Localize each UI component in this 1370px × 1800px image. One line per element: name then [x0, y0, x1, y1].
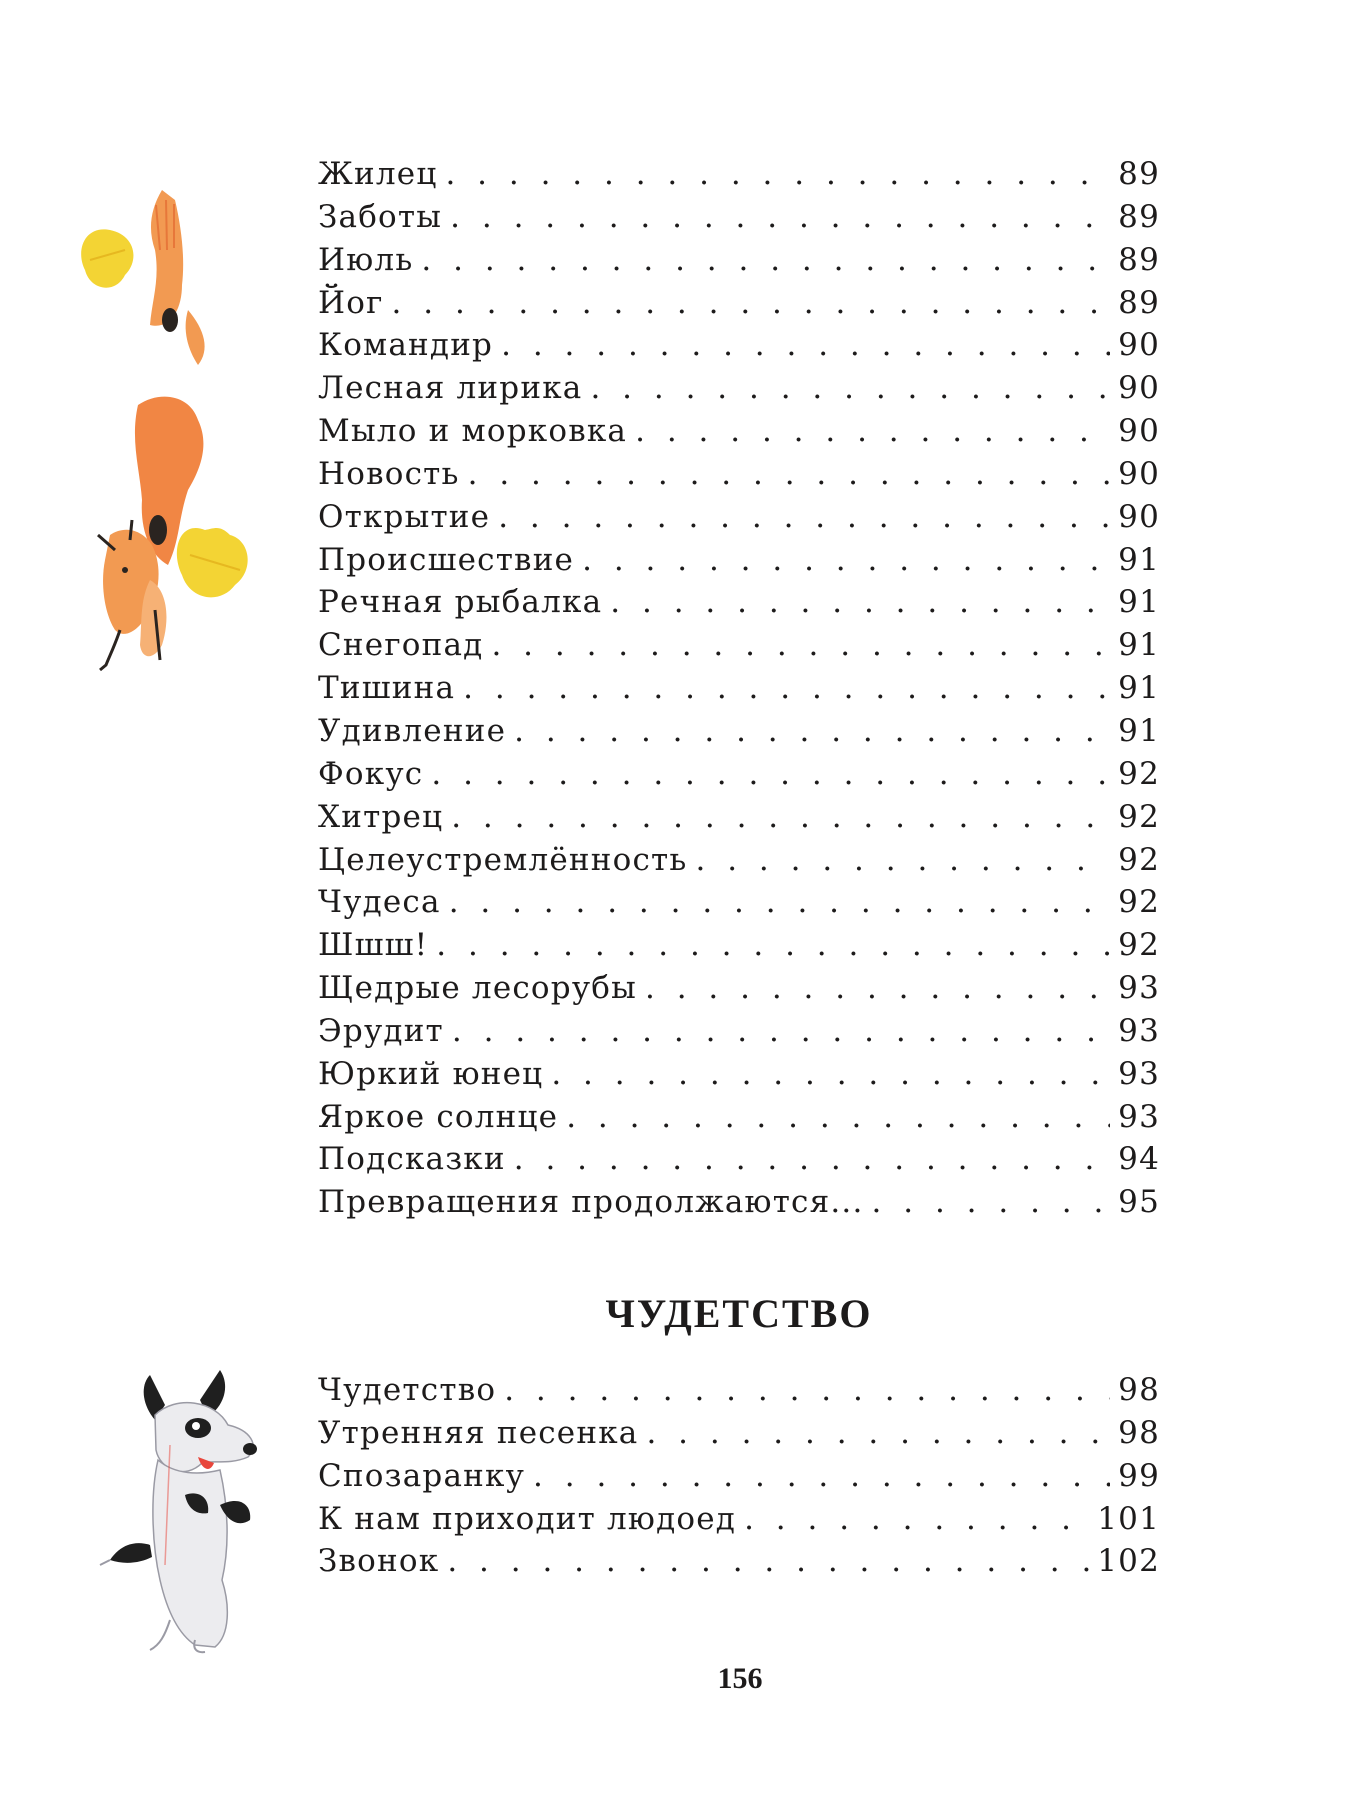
- dot-leader: [872, 1181, 1110, 1224]
- toc-entry-title: К нам приходит людоед: [318, 1500, 737, 1537]
- toc-entry[interactable]: [318, 1181, 1160, 1224]
- toc-entry[interactable]: [318, 967, 1160, 1010]
- dot-leader: [566, 1096, 1110, 1139]
- dot-leader: [491, 624, 1110, 667]
- toc-entry-title: Командир: [318, 327, 494, 364]
- toc-entry-title: Шшш!: [318, 927, 429, 964]
- toc-entry-title: Щедрые лесорубы: [318, 970, 638, 1007]
- dot-leader: [744, 1498, 1091, 1541]
- dot-leader: [498, 496, 1110, 539]
- toc-entry-page: 90: [1118, 327, 1160, 364]
- toc-entry-page: 93: [1118, 970, 1160, 1007]
- dot-leader: [533, 1455, 1110, 1498]
- dot-leader: [451, 796, 1110, 839]
- toc-entry-title: Чудеса: [318, 884, 441, 921]
- toc-entry-page: 89: [1118, 156, 1160, 192]
- toc-entry[interactable]: [318, 710, 1160, 753]
- dog-illustration: [80, 1365, 270, 1655]
- toc-entry[interactable]: [318, 1053, 1160, 1096]
- dog-icon: [100, 1370, 257, 1652]
- toc-entry-title: Удивление: [318, 712, 507, 749]
- toc-entry-title: Хитрец: [318, 798, 444, 835]
- dot-leader: [452, 1010, 1110, 1053]
- toc-entry-page: 93: [1118, 1012, 1160, 1049]
- toc-entry-title: Новость: [318, 455, 460, 492]
- toc-entry-page: 89: [1118, 284, 1160, 321]
- toc-entry-title: Тишина: [318, 670, 456, 707]
- toc-entry[interactable]: [318, 1455, 1160, 1498]
- dot-leader: [447, 1540, 1091, 1583]
- dot-leader: [610, 581, 1110, 624]
- toc-entry-page: 91: [1118, 541, 1160, 578]
- toc-entry-page: 93: [1118, 1098, 1160, 1135]
- toc-entry-page: 92: [1118, 927, 1160, 964]
- toc-entry-title: Юркий юнец: [318, 1055, 544, 1092]
- dot-leader: [449, 881, 1110, 924]
- toc-entry-title: Июль: [318, 241, 414, 278]
- toc-entry[interactable]: [318, 367, 1160, 410]
- toc-entry-page: 92: [1118, 755, 1160, 792]
- toc-entry-page: 91: [1118, 670, 1160, 707]
- dot-leader: [504, 1369, 1110, 1412]
- toc-entry-title: Происшествие: [318, 541, 575, 578]
- dot-leader: [514, 710, 1110, 753]
- dot-leader: [421, 239, 1110, 282]
- dot-leader: [551, 1053, 1110, 1096]
- toc-entry[interactable]: [318, 282, 1160, 325]
- dot-leader: [445, 153, 1110, 196]
- toc-entry[interactable]: [318, 667, 1160, 710]
- toc-entry-page: 92: [1118, 884, 1160, 921]
- toc-entry-title: Заботы: [318, 198, 443, 235]
- dot-leader: [590, 367, 1110, 410]
- toc-entry-page: 101: [1097, 1500, 1160, 1537]
- toc-entry-title: Йог: [318, 284, 384, 321]
- toc-entry-title: Снегопад: [318, 627, 484, 664]
- table-of-contents: [318, 153, 1160, 1224]
- table-of-contents: [318, 1369, 1160, 1583]
- toc-entry-page: 90: [1118, 498, 1160, 535]
- toc-entry-page: 91: [1118, 584, 1160, 621]
- toc-entry-title: Яркое солнце: [318, 1098, 559, 1135]
- toc-entry[interactable]: [318, 581, 1160, 624]
- toc-entry[interactable]: [318, 1010, 1160, 1053]
- toc-entry-title: Подсказки: [318, 1141, 506, 1178]
- toc-entry-title: Жилец: [318, 156, 438, 192]
- page-number: 156: [717, 1662, 763, 1695]
- toc-entry[interactable]: [318, 539, 1160, 582]
- toc-entry[interactable]: [318, 839, 1160, 882]
- toc-entry[interactable]: [318, 881, 1160, 924]
- toc-entry-title: Лесная лирика: [318, 370, 583, 407]
- toc-entry-page: 102: [1097, 1543, 1160, 1580]
- toc-entry-page: 90: [1118, 413, 1160, 450]
- dot-leader: [582, 539, 1110, 582]
- toc-entry-page: 93: [1118, 1055, 1160, 1092]
- toc-entry[interactable]: [318, 1369, 1160, 1412]
- toc-entry-page: 90: [1118, 455, 1160, 492]
- toc-entry[interactable]: [318, 410, 1160, 453]
- toc-entry-page: 92: [1118, 798, 1160, 835]
- toc-entry-page: 98: [1118, 1414, 1160, 1451]
- toc-entry-page: 91: [1118, 627, 1160, 664]
- yellow-leaf-icon: [177, 528, 248, 597]
- toc-entry-title: Фокус: [318, 755, 424, 792]
- toc-entry[interactable]: [318, 1540, 1160, 1583]
- dot-leader: [431, 753, 1110, 796]
- toc-entry[interactable]: [318, 496, 1160, 539]
- toc-entry[interactable]: [318, 453, 1160, 496]
- toc-entry-page: 91: [1118, 712, 1160, 749]
- toc-entry[interactable]: [318, 1096, 1160, 1139]
- toc-entry[interactable]: [318, 753, 1160, 796]
- dot-leader: [514, 1138, 1110, 1181]
- dot-leader: [436, 924, 1110, 967]
- toc-entry-title: Звонок: [318, 1543, 440, 1580]
- toc-entry-title: Речная рыбалка: [318, 584, 603, 621]
- dot-leader: [646, 1412, 1110, 1455]
- dot-leader: [392, 282, 1110, 325]
- toc-entry[interactable]: [318, 624, 1160, 667]
- yellow-leaf-icon: [81, 229, 133, 287]
- toc-entry-page: 89: [1118, 198, 1160, 235]
- toc-entry-page: 95: [1118, 1184, 1160, 1221]
- dot-leader: [501, 324, 1110, 367]
- dot-leader: [635, 410, 1110, 453]
- toc-entry-title: Мыло и морковка: [318, 413, 628, 450]
- toc-entry-title: Чудетство: [318, 1372, 497, 1408]
- toc-entry[interactable]: [318, 1498, 1160, 1541]
- toc-entry-page: 99: [1118, 1457, 1160, 1494]
- toc-entry-page: 98: [1118, 1372, 1160, 1408]
- toc-entry[interactable]: [318, 153, 1160, 196]
- toc-entry[interactable]: [318, 796, 1160, 839]
- toc-entry[interactable]: [318, 1412, 1160, 1455]
- toc-entry-title: Эрудит: [318, 1012, 444, 1049]
- section-heading: ЧУДЕТСТВО: [605, 1291, 873, 1336]
- toc-entry[interactable]: [318, 196, 1160, 239]
- toc-entry-page: 90: [1118, 370, 1160, 407]
- toc-entry-title: Открытие: [318, 498, 491, 535]
- toc-entry-page: 92: [1118, 841, 1160, 878]
- squirrel-leaves-illustration: [70, 190, 290, 700]
- toc-entry-page: 89: [1118, 241, 1160, 278]
- toc-entry-title: Превращения продолжаются...: [318, 1184, 864, 1221]
- toc-entry[interactable]: [318, 924, 1160, 967]
- toc-entry[interactable]: [318, 324, 1160, 367]
- dot-leader: [468, 453, 1110, 496]
- dot-leader: [645, 967, 1110, 1010]
- toc-entry-title: Целеустремлённость: [318, 841, 688, 878]
- toc-entry[interactable]: [318, 1138, 1160, 1181]
- toc-entry-page: 94: [1118, 1141, 1160, 1178]
- toc-entry-title: Утренняя песенка: [318, 1414, 639, 1451]
- dot-leader: [696, 839, 1111, 882]
- dot-leader: [450, 196, 1110, 239]
- toc-entry[interactable]: [318, 239, 1160, 282]
- toc-entry-title: Спозаранку: [318, 1457, 526, 1494]
- dot-leader: [463, 667, 1110, 710]
